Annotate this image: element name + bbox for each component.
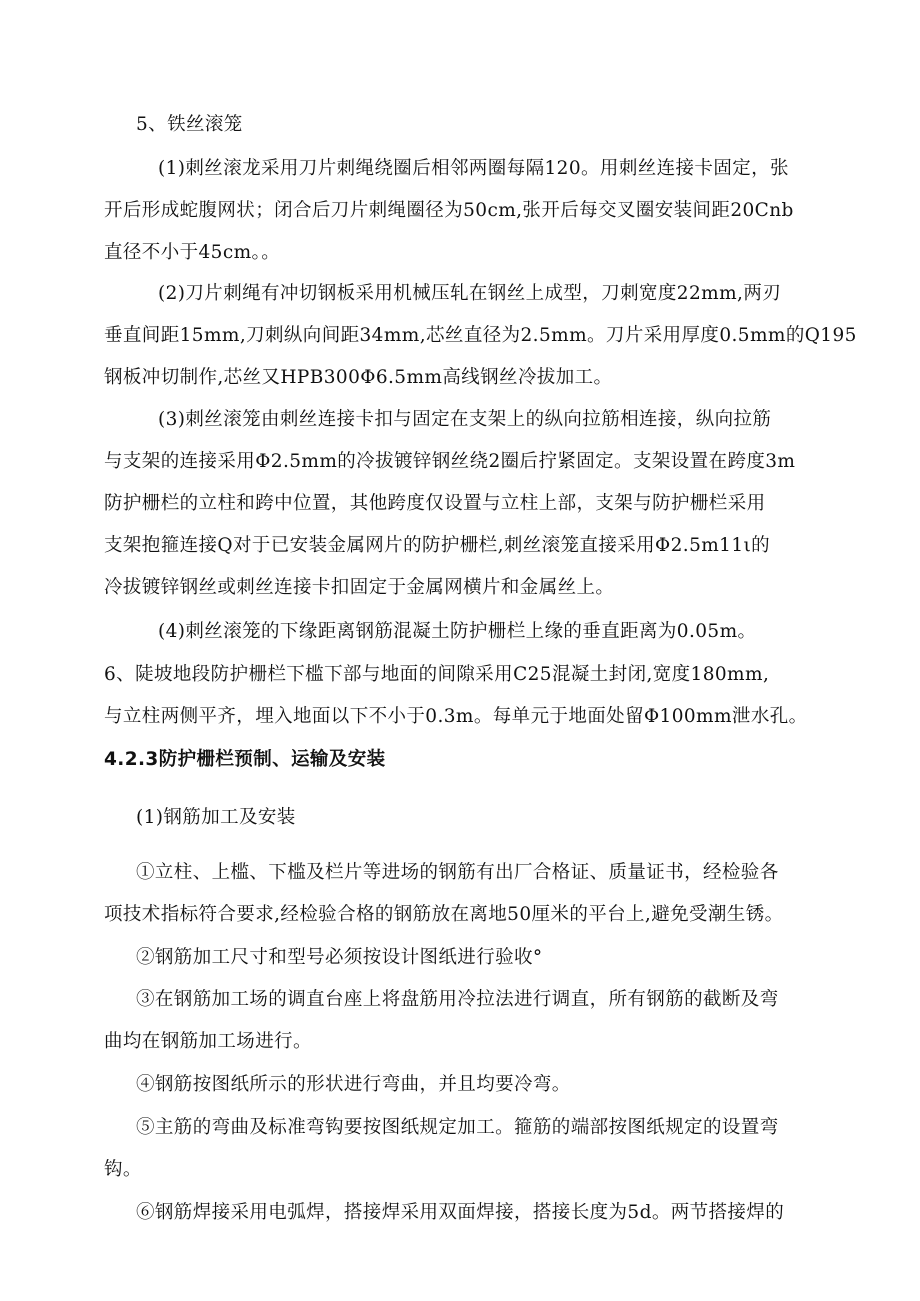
section-number: 4.2.3	[104, 749, 159, 770]
section-heading-text: 防护栅栏预制、运输及安装	[158, 749, 386, 770]
document-page: 5、铁丝滚笼 (1)刺丝滚龙采用刀片刺绳绕圈后相邻两圈每隔120。用刺丝连接卡固定，张 开后形成蛇腹网状；闭合后刀片刺绳圈径为50cm,张开后每交叉圈安装间距20Cnb 直径不小于45cm。。 (2)刀片刺绳有冲切钢板采用机械压轧在钢丝上成型，刀刺宽度22mm,两刃 垂直间距15mm,刀刺纵向间距34mm,芯丝直径为2.5mm。刀片采用厚度0.5mm的Q195 钢板冲切制作,芯丝又HPB300Φ6.5mm高线钢丝冷拔加工。 (3)刺丝滚笼由刺丝连接卡扣与固定在支架上的纵向拉筋相连接，纵向拉筋 与支架的连接采用Φ2.5mm的冷拔镀锌钢丝绕2圈后拧紧固定。支架设置在跨度3m 防护栅栏的立柱和跨中位置，其他跨度仅设置与立柱上部，支架与防护栅栏采用 支架抱箍连接Q对于已安装金属网片的防护栅栏,刺丝滚笼直接采用Φ2.5m11ι的 冷拔镀锌钢丝或刺丝连接卡扣固定于金属网横片和金属丝上。 (4)刺丝滚笼的下缘距离钢筋混凝土防护栅栏上缘的垂直距离为0.05m。 6、陡坡地段防护栅栏下槛下部与地面的间隙采用C25混凝土封闭,宽度180mm, 与立柱两侧平齐，埋入地面以下不小于0.3m。每单元于地面处留Φ100mm泄水孔。 4.2.3防护栅栏预制、运输及安装 (1)钢筋加工及安装 ①立柱、上槛、下槛及栏片等进场的钢筋有出厂合格证、质量证书，经检验各 项技术指标符合要求,经检验合格的钢筋放在离地50厘米的平台上,避免受潮生锈。 ②钢筋加工尺寸和型号必须按设计图纸进行验收° ③在钢筋加工场的调直台座上将盘筋用冷拉法进行调直，所有钢筋的截断及弯 曲均在钢筋加工场进行。 ④钢筋按图纸所示的形状进行弯曲，并且均要冷弯。 ⑤主筋的弯曲及标准弯钩要按图纸规定加工。箍筋的端部按图纸规定的设置弯 钩。 ⑥钢筋焊接采用电弧焊，搭接焊采用双面焊接，搭接长度为5d。两节搭接焊的	[104, 114, 857, 1223]
